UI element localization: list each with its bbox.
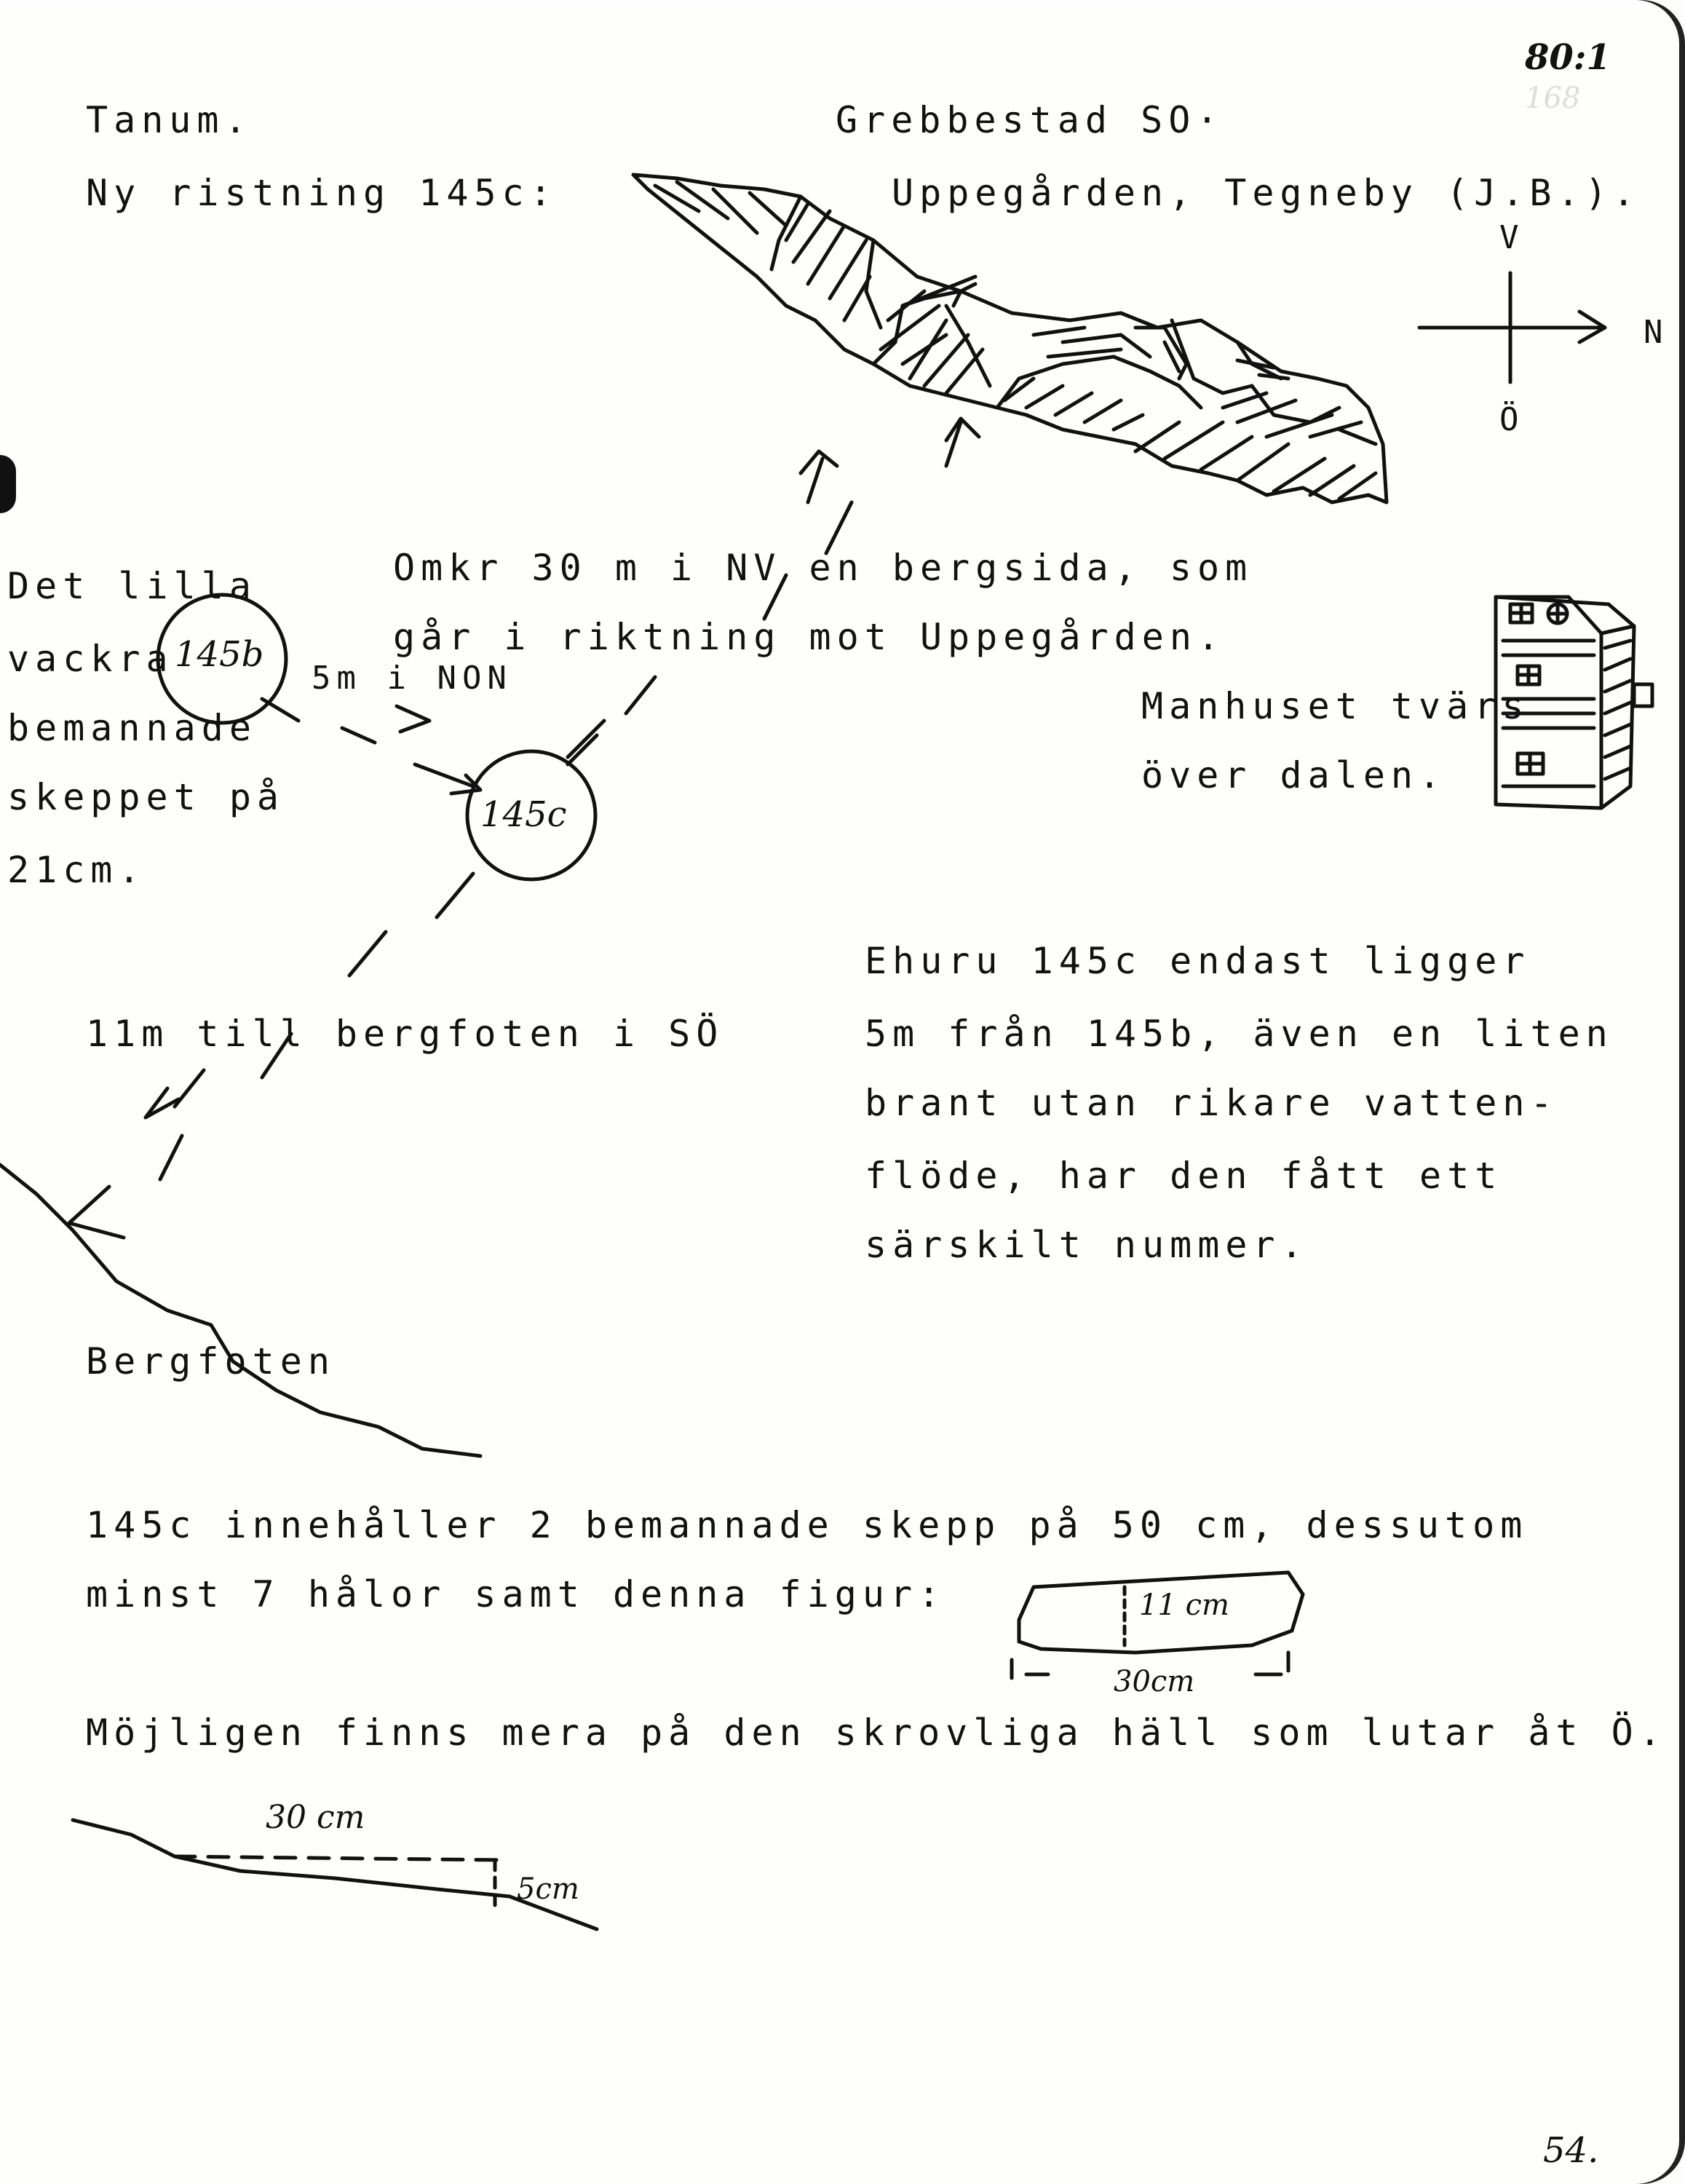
new-carving-label: Ny ristning 145c:	[86, 172, 558, 214]
figure-width-label: 30cm	[1114, 1665, 1195, 1698]
arrow-down-left	[146, 1088, 178, 1117]
compass-east: Ö	[1499, 401, 1525, 438]
compass-drawing	[1419, 273, 1605, 382]
arrow-up-2	[946, 419, 979, 466]
distance-non-label: 5m i NON	[312, 660, 512, 697]
left-note-line5: 21cm.	[7, 849, 146, 891]
explanation-line3: brant utan rikare vatten-	[865, 1082, 1558, 1124]
content-line1: 145c innehåller 2 bemannade skepp på 50 cm, dessutom	[86, 1504, 1529, 1546]
archive-number: 80:1	[1525, 37, 1611, 78]
house-note-line2: över dalen.	[1141, 754, 1447, 796]
distance-so-label: 11m till bergfoten i SÖ	[86, 1013, 724, 1055]
left-note-line3: bemannade	[7, 707, 257, 749]
site-145b-label: 145b	[175, 634, 264, 675]
content-line2: minst 7 hålor samt denna figur:	[86, 1573, 946, 1615]
arrow-into-145c	[415, 764, 480, 794]
slope-depth-label: 5cm	[517, 1872, 579, 1906]
figure-height-label: 11 cm	[1139, 1588, 1229, 1622]
explanation-line4: flöde, har den fått ett	[865, 1155, 1503, 1197]
locality-name: Grebbestad SO·	[836, 99, 1224, 141]
explanation-line2: 5m från 145b, även en liten	[865, 1013, 1614, 1055]
compass-north: N	[1644, 314, 1669, 351]
possibility-line: Möjligen finns mera på den skrovliga häll som lutar åt Ö.	[86, 1712, 1667, 1754]
left-note-line2: vackra	[7, 638, 174, 680]
bergfoten-arrow	[69, 1187, 124, 1238]
explanation-line5: särskilt nummer.	[865, 1224, 1309, 1266]
slope-length-label: 30 cm	[266, 1799, 365, 1836]
compass-west: V	[1499, 219, 1525, 256]
archive-number-faint: 168	[1525, 82, 1581, 115]
site-145c-label: 145c	[480, 794, 567, 835]
left-note-line1: Det lilla	[7, 565, 257, 607]
location-note-line1: Omkr 30 m i NV en bergsida, som	[393, 547, 1253, 589]
left-note-line4: skeppet på	[7, 776, 285, 818]
rock-outcrop-drawing	[633, 175, 1387, 502]
explanation-line1: Ehuru 145c endast ligger	[865, 940, 1531, 982]
route-dash	[826, 502, 852, 553]
house-note-line1: Manhuset tvärs	[1141, 685, 1530, 727]
place-name: Tanum.	[86, 99, 253, 141]
arrow-up-1	[801, 451, 837, 502]
bergfoten-line	[0, 1165, 480, 1456]
page-number: 54.	[1543, 2130, 1599, 2171]
bergfoten-label: Bergfoten	[86, 1340, 336, 1382]
location-note-line2: går i riktning mot Uppegården.	[393, 616, 1226, 658]
farm-name: Uppegården, Tegneby (J.B.).	[892, 172, 1641, 214]
arrow-5m	[262, 699, 429, 743]
